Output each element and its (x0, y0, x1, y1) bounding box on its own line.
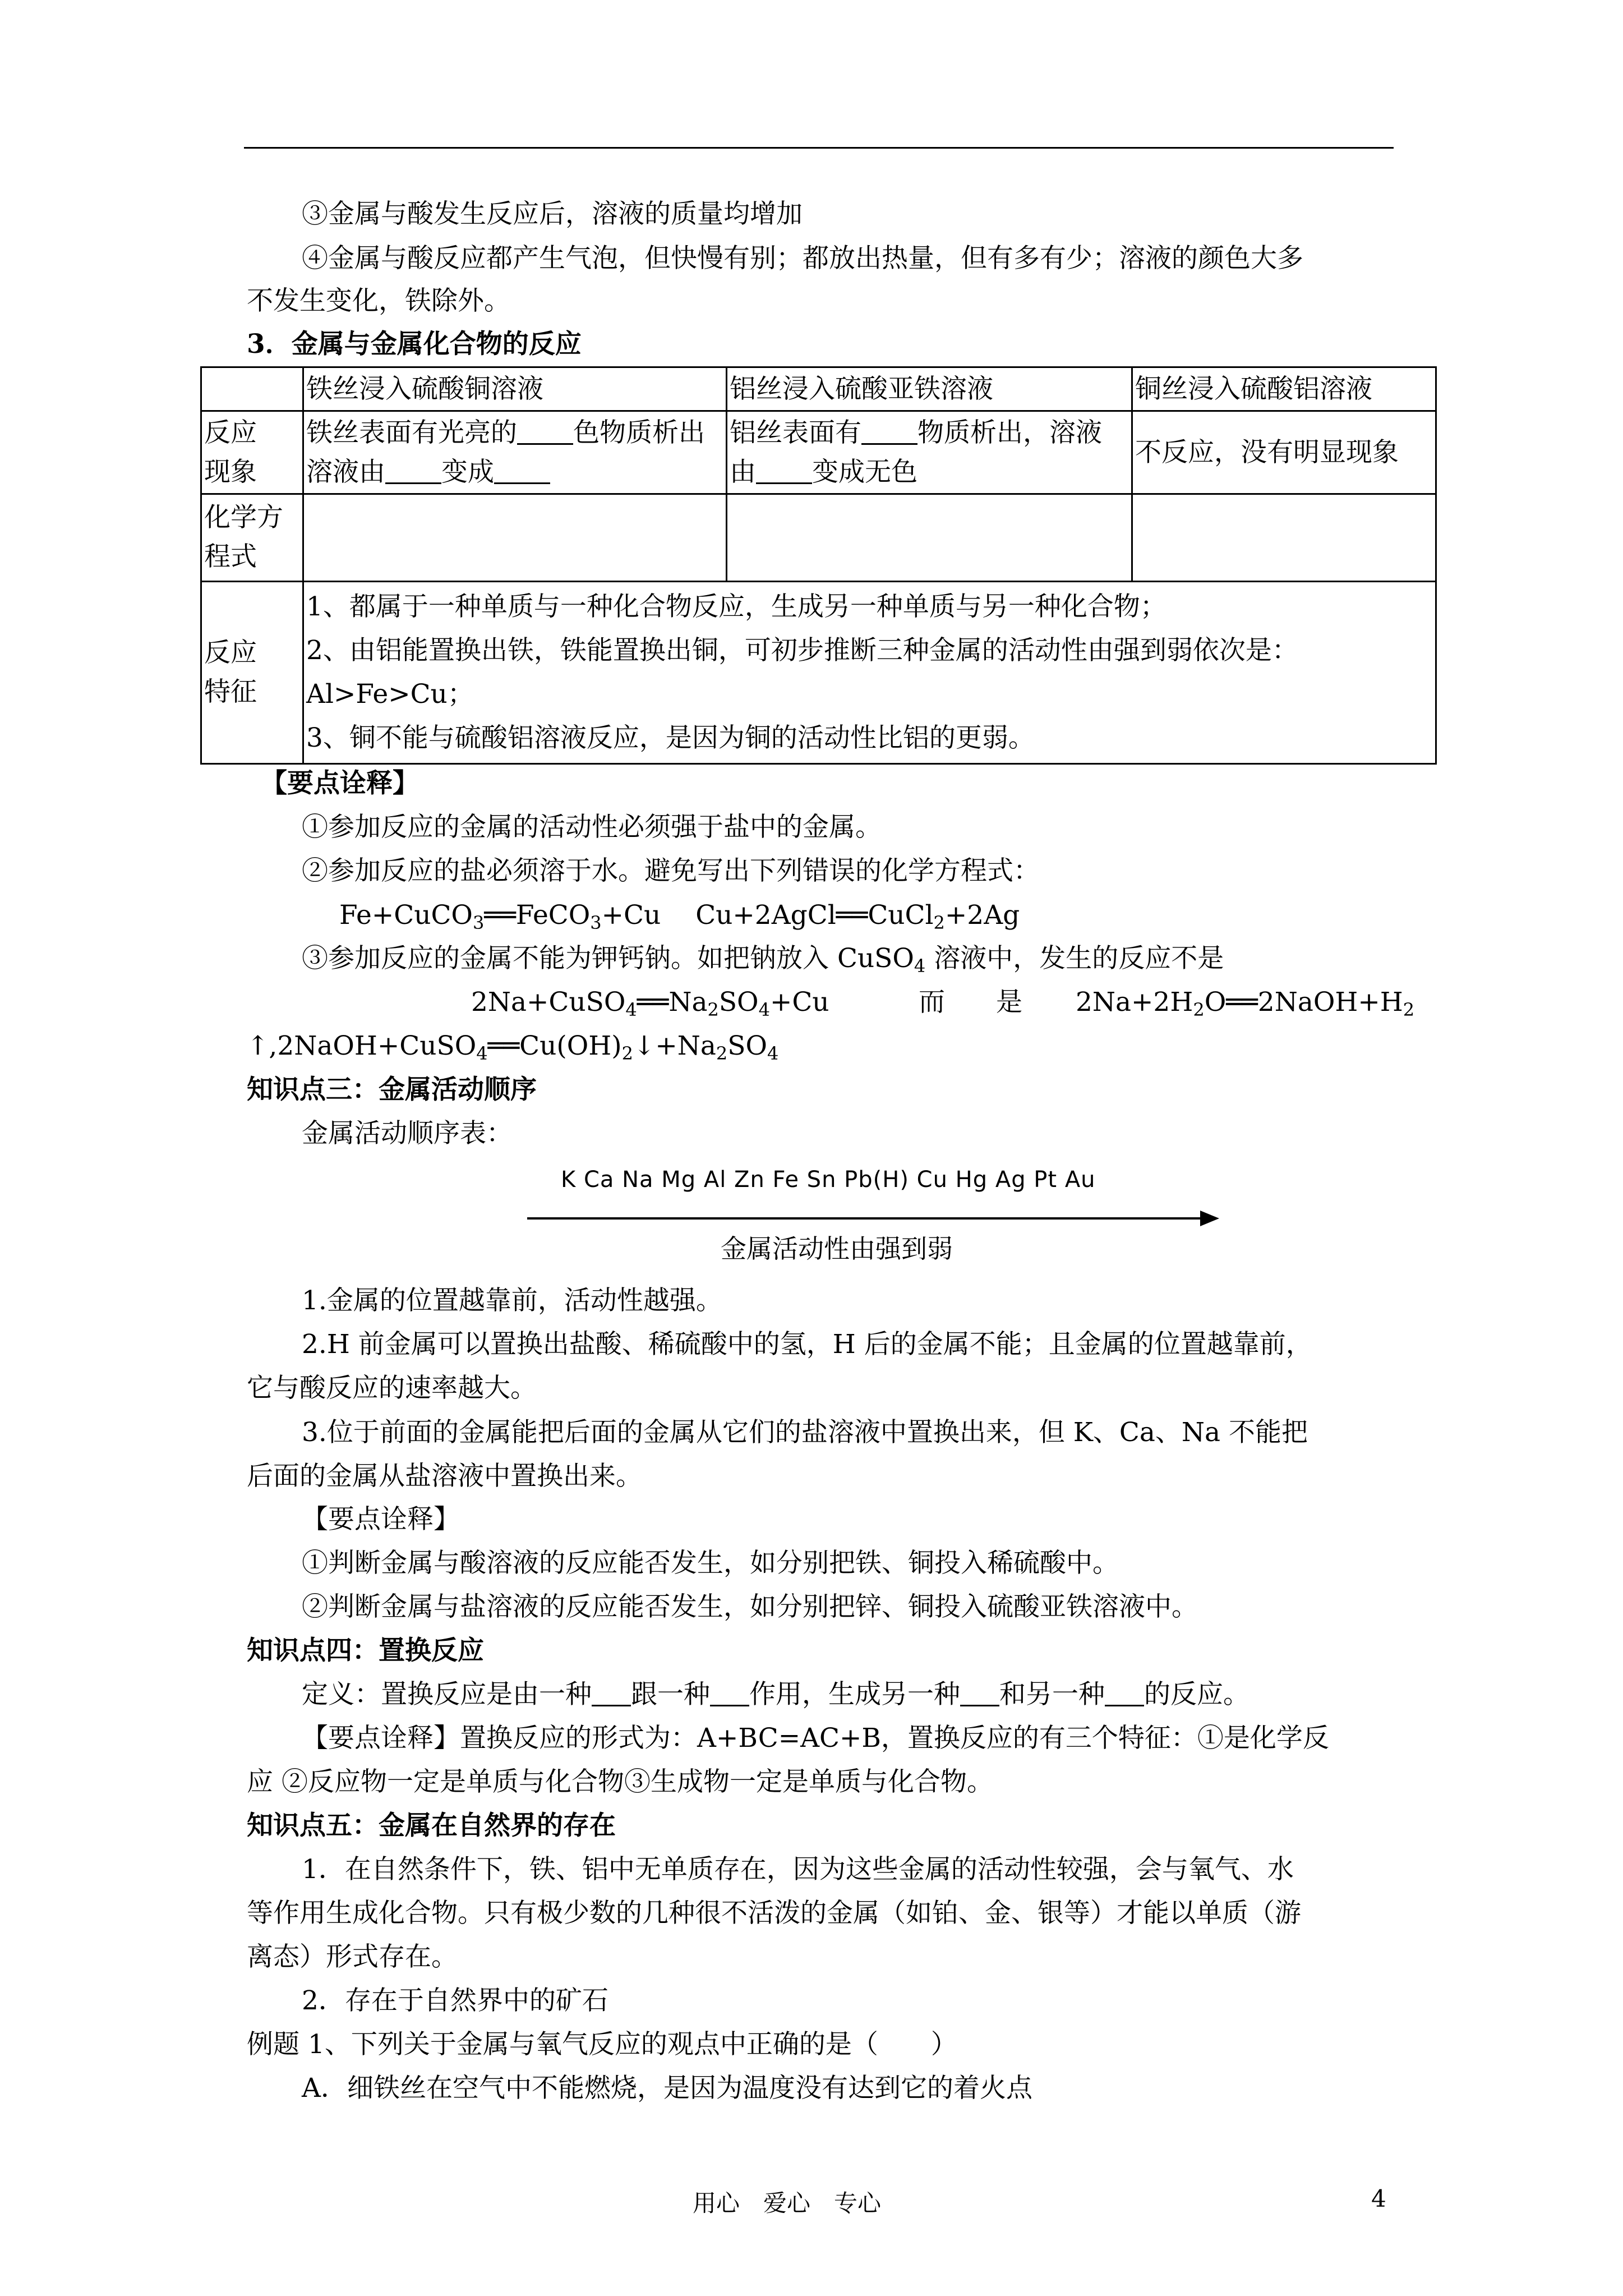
wrong-equations: Fe+CuCO$_3$══FeCO$_3$+Cu Cu+2AgCl══CuCl$_2$+2Ag (339, 900, 1020, 933)
table-row-phenomenon (201, 411, 1436, 494)
equation-na-cuso4: $2Na+CuSO_4══Na_2SO_4+Cu$ (471, 987, 829, 1020)
cell-equation-iron (303, 494, 727, 581)
rule-1: 1.金属的位置越靠前，活动性越强。 (302, 1285, 722, 1316)
knowledge-point-5-heading: 知识点五：金属在自然界的存在 (247, 1810, 616, 1841)
table-row-equation (201, 494, 1436, 581)
key-point-1-1: ①参加反应的金属的活动性必须强于盐中的金属。 (302, 812, 882, 843)
para-3: ③金属与酸发生反应后，溶液的质量均增加 (302, 199, 803, 229)
activity-series-figure (527, 1167, 1223, 1264)
nature-1-line2: 等作用生成化合物。只有极少数的几种很不活泼的金属（如铂、金、银等）才能以单质（游 (247, 1898, 1301, 1929)
para-4-line1: ④金属与酸反应都产生气泡，但快慢有别；都放出热量，但有多有少；溶液的颜色大多 (302, 243, 1303, 274)
rule-3-line1: 3.位于前面的金属能把后面的金属从它们的盐溶液中置换出来，但 K、Ca、Na 不能把 (302, 1417, 1308, 1448)
definition-line: 定义：置换反应是由一种 跟一种 作用，生成另一种 和另一种 的反应。 (302, 1679, 1249, 1710)
cell-equation-al (727, 494, 1132, 581)
key-point-2-2: ②判断金属与盐溶液的反应能否发生，如分别把锌、铜投入硫酸亚铁溶液中。 (302, 1591, 1198, 1622)
key-point-3-line2: 应 ②反应物一定是单质与化合物③生成物一定是单质与化合物。 (247, 1766, 993, 1797)
cell-phenomenon-iron: 铁丝表面有光亮的 色物质析出 溶液由 变成 (303, 411, 727, 494)
header-iron-cuso4: 铁丝浸入硫酸铜溶液 (303, 367, 727, 411)
section-3-heading: 3．金属与金属化合物的反应 (247, 329, 582, 360)
activity-series-caption: 金属活动性由强到弱 (721, 1234, 953, 1264)
row-label-phenomenon: 反应 现象 (201, 411, 303, 494)
activity-series-label: 金属活动顺序表： (302, 1118, 513, 1149)
table-row-feature (201, 581, 1436, 763)
cell-feature-text: 1、都属于一种单质与一种化合物反应，生成另一种单质与另一种化合物； 2、由铝能置换出铁，铁能置换出铜，可初步推断三种金属的活动性由强到弱依次是： Al>Fe>Cu； 3、铜不能与硫酸铝溶液反应，是因为铜的活动性比铝的更弱。 (303, 581, 1436, 763)
example-1-option-a: A．细铁丝在空气中不能燃烧，是因为温度没有达到它的着火点 (302, 2073, 1032, 2104)
key-point-3-line1: 【要点诠释】置换反应的形式为：A+BC=AC+B，置换反应的有三个特征：①是化学反 (302, 1723, 1329, 1754)
equation-naoh-cuso4: $↑,2NaOH+CuSO_4══Cu(OH)_2↓+Na_2SO_4$ (247, 1030, 779, 1064)
reaction-table (200, 366, 1437, 765)
rule-3-line2: 后面的金属从盐溶液中置换出来。 (247, 1461, 642, 1492)
activity-series-line (527, 1217, 1206, 1220)
row-label-feature: 反应 特征 (201, 581, 303, 763)
key-points-title-1: 【要点诠释】 (261, 768, 419, 799)
connector-shi: 是 (996, 987, 1022, 1018)
activity-series-elements: K Ca Na Mg Al Zn Fe Sn Pb(H) Cu Hg Ag Pt Au (561, 1167, 1096, 1193)
nature-2: 2．存在于自然界中的矿石 (302, 1985, 608, 2016)
arrow-right-icon (1200, 1211, 1219, 1226)
header-rule (244, 147, 1394, 149)
page-number: 4 (1371, 2185, 1386, 2212)
header-empty-cell (201, 367, 303, 411)
footer-motto: 用心 爱心 专心 (693, 2189, 882, 2217)
header-al-feso4: 铝丝浸入硫酸亚铁溶液 (727, 367, 1132, 411)
cell-phenomenon-cu: 不反应，没有明显现象 (1132, 411, 1436, 494)
cell-equation-cu (1132, 494, 1436, 581)
example-1-question: 例题 1、下列关于金属与氧气反应的观点中正确的是（ ） (247, 2029, 957, 2060)
para-4-line2: 不发生变化，铁除外。 (247, 286, 510, 316)
nature-1-line1: 1．在自然条件下，铁、铝中无单质存在，因为这些金属的活动性较强，会与氧气、水 (302, 1854, 1294, 1885)
key-point-2-1: ①判断金属与酸溶液的反应能否发生，如分别把铁、铜投入稀硫酸中。 (302, 1548, 1119, 1579)
equation-na-water: $2Na+2H_2O══2NaOH+H_2$ (1076, 987, 1415, 1020)
row-label-equation: 化学方 程式 (201, 494, 303, 581)
knowledge-point-3-heading: 知识点三：金属活动顺序 (247, 1074, 537, 1105)
cell-phenomenon-al: 铝丝表面有 物质析出，溶液 由 变成无色 (727, 411, 1132, 494)
key-point-1-2: ②参加反应的盐必须溶于水。避免写出下列错误的化学方程式： (302, 855, 1040, 886)
key-points-title-2: 【要点诠释】 (302, 1504, 460, 1535)
table-header-row (201, 367, 1436, 411)
rule-2-line1: 2.H 前金属可以置换出盐酸、稀硫酸中的氢，H 后的金属不能；且金属的位置越靠前， (302, 1329, 1312, 1360)
nature-1-line3: 离态）形式存在。 (247, 1941, 458, 1972)
key-point-1-3: ③参加反应的金属不能为钾钙钠。如把钠放入 CuSO$_4$ 溶液中，发生的反应不是 (302, 943, 1224, 977)
rule-2-line2: 它与酸反应的速率越大。 (247, 1373, 537, 1404)
connector-er: 而 (919, 987, 945, 1018)
knowledge-point-4-heading: 知识点四：置换反应 (247, 1635, 484, 1666)
header-cu-al2so4: 铜丝浸入硫酸铝溶液 (1132, 367, 1436, 411)
